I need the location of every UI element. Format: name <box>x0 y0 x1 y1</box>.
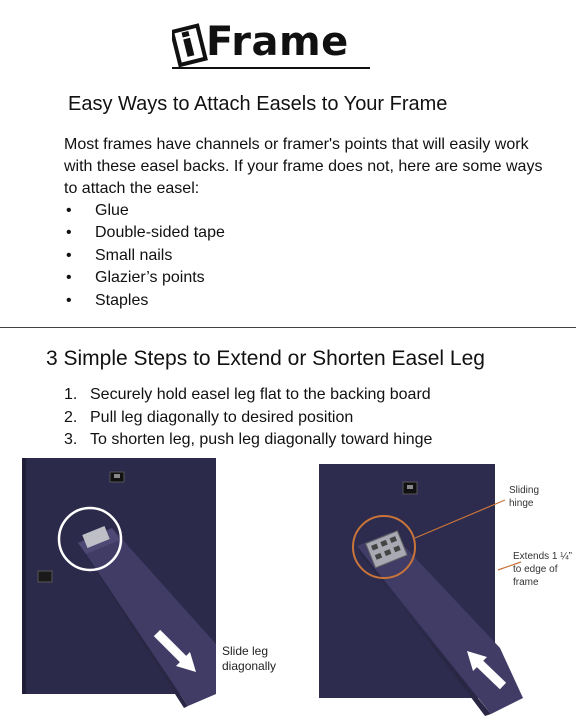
easel-photo-hinge <box>295 458 576 720</box>
section1-title: Easy Ways to Attach Easels to Your Frame <box>68 93 448 115</box>
section2-title: 3 Simple Steps to Extend or Shorten Easel Leg <box>46 347 485 370</box>
easel-photo-slide <box>0 458 290 720</box>
step-item: 2. Pull leg diagonally to desired position <box>64 408 354 426</box>
slide-leg-caption: Slide leg diagonally <box>222 644 277 673</box>
section1-intro: Most frames have channels or framer's points that will easily work with these easel backs. If your frame does not, here are some ways to attach the easel: <box>64 136 543 197</box>
sliding-hinge-label: Sliding hinge <box>509 485 540 509</box>
iframe-logo <box>172 18 372 70</box>
list-item: • Staples <box>64 290 225 312</box>
list-item: • Double-sided tape <box>64 222 225 244</box>
list-item: • Small nails <box>64 245 225 267</box>
clip-icon <box>38 571 52 582</box>
extends-label: Extends 1 ¼” to edge of frame <box>513 551 572 588</box>
step-item: 3. To shorten leg, push leg diagonally toward hinge <box>64 431 433 448</box>
logo-underline <box>172 67 370 69</box>
attach-methods-list <box>64 200 225 312</box>
list-item: • Glazier’s points <box>64 267 225 289</box>
steps-list <box>64 384 432 452</box>
easel-illustration-1 <box>0 458 290 720</box>
logo-wordmark: Frame <box>206 19 349 65</box>
section-divider <box>0 327 576 328</box>
step-item: 1. Securely hold easel leg flat to the backing board <box>64 386 431 403</box>
list-item: • Glue <box>64 200 225 222</box>
